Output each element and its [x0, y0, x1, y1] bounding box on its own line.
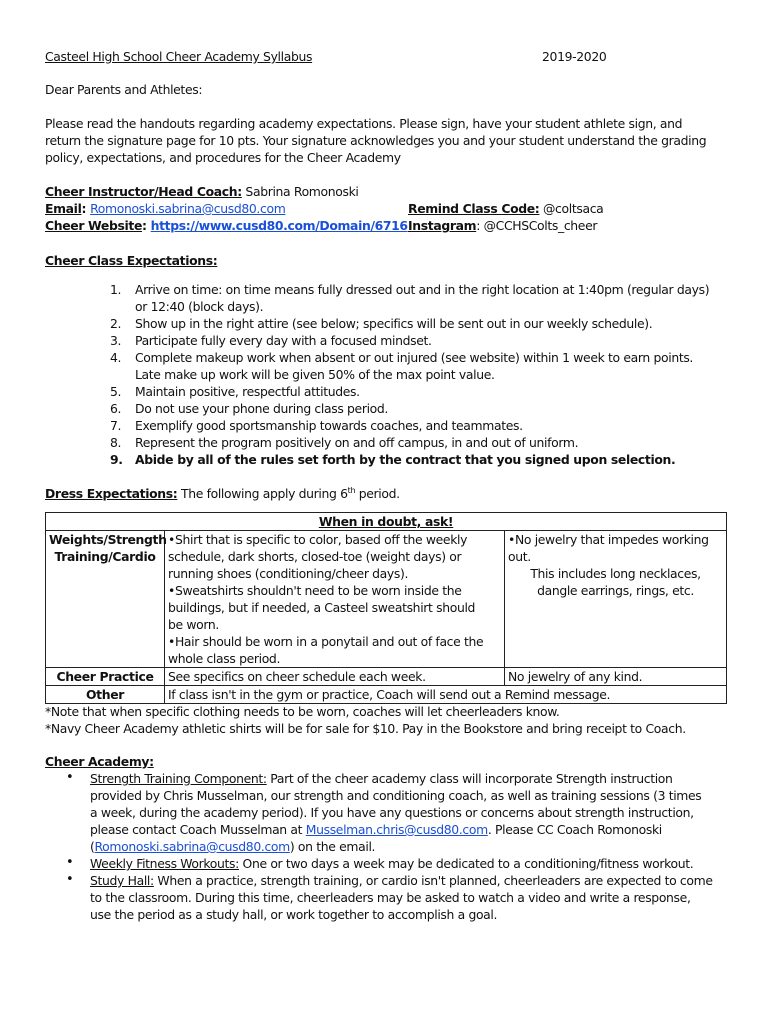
item-text: Abide by all of the rules set forth by the contract that you signed upon selection.	[135, 452, 676, 467]
instagram-handle: : @CCHSColts_cheer	[476, 218, 598, 233]
detail-line: buildings, but if needed, a Casteel sweatshirt should	[168, 600, 476, 615]
table-header-row	[46, 513, 727, 531]
remind-line	[408, 200, 603, 217]
item-text: (	[90, 839, 95, 854]
item-text: Do not use your phone during class period.	[135, 401, 388, 416]
jewelry-line: •No jewelry that impedes working	[508, 532, 709, 547]
remind-code: @coltsaca	[539, 201, 604, 216]
row-label	[46, 531, 165, 668]
list-item	[66, 872, 736, 923]
class-expectations-heading: Cheer Class Expectations:	[45, 253, 218, 268]
instagram-line	[408, 217, 597, 234]
row-details: If class isn't in the gym or practice, Coach will send out a Remind message.	[165, 686, 727, 704]
bullet-icon: •	[66, 770, 74, 785]
superscript: th	[347, 486, 356, 495]
label-line: Weights/Strength	[49, 532, 167, 547]
instructor-line	[45, 183, 359, 200]
table-row	[46, 686, 727, 704]
row-jewelry: No jewelry of any kind.	[505, 668, 727, 686]
list-item	[110, 417, 730, 434]
detail-line: •Shirt that is specific to color, based off the weekly	[168, 532, 468, 547]
jewelry-line: This includes long necklaces,	[530, 566, 701, 581]
item-text: to the classroom. During this time, cheerleaders may be asked to watch a video and write a response,	[90, 890, 691, 905]
item-number: 7.	[110, 418, 122, 433]
detail-line: •Hair should be worn in a ponytail and out of face the	[168, 634, 484, 649]
item-text: When a practice, strength training, or cardio isn't planned, cheerleaders are expected to come	[153, 873, 713, 888]
item-number: 1.	[110, 282, 122, 297]
website-line: Cheer Website: https://www.cusd80.com/Domain/6716	[45, 218, 408, 233]
email-link[interactable]: Romonoski.sabrina@cusd80.com	[90, 201, 286, 216]
item-text: Complete makeup work when absent or out injured (see website) within 1 week to earn points.	[135, 350, 694, 365]
detail-line: •Sweatshirts shouldn't need to be worn inside the	[168, 583, 462, 598]
dress-heading: Dress Expectations:	[45, 486, 178, 502]
academy-list	[66, 770, 736, 923]
list-item	[110, 315, 730, 332]
expectations-list	[110, 281, 730, 468]
instagram-label: Instagram	[408, 218, 477, 233]
item-title: Weekly Fitness Workouts:	[90, 856, 239, 871]
row-details: See specifics on cheer schedule each week.	[165, 668, 505, 686]
school-year: 2019-2020	[542, 49, 607, 64]
table-header: When in doubt, ask!	[46, 513, 727, 531]
item-number: 4.	[110, 350, 122, 365]
list-item	[110, 332, 730, 349]
row-jewelry	[505, 531, 727, 668]
item-text: Represent the program positively on and off campus, in and out of uniform.	[135, 435, 579, 450]
item-title: Strength Training Component:	[90, 771, 267, 786]
greeting: Dear Parents and Athletes:	[45, 82, 203, 97]
instructor-label: Cheer Instructor/Head Coach:	[45, 184, 242, 199]
label-line: Training/Cardio	[54, 549, 156, 564]
item-text: Late make up work will be given 50% of the max point value.	[135, 367, 495, 382]
intro-line: Please read the handouts regarding academy expectations. Please sign, have your student athlete sign, and	[45, 116, 683, 131]
item-text: Show up in the right attire (see below; specifics will be sent out in our weekly schedule).	[135, 316, 653, 331]
item-text: Exemplify good sportsmanship towards coaches, and teammates.	[135, 418, 523, 433]
list-item	[66, 770, 736, 855]
note-line: *Note that when specific clothing needs to be worn, coaches will let cheerleaders know.	[45, 704, 560, 719]
item-number: 2.	[110, 316, 122, 331]
dress-notes	[45, 703, 686, 737]
table-row	[46, 531, 727, 668]
bullet-icon: •	[66, 872, 74, 887]
table-row	[46, 668, 727, 686]
item-number: 8.	[110, 435, 122, 450]
website-label: Cheer Website	[45, 218, 143, 233]
item-number: 6.	[110, 401, 122, 416]
intro-line: return the signature page for 10 pts. Your signature acknowledges you and your student understand the grading	[45, 133, 707, 148]
dress-intro: The following apply during 6	[177, 486, 348, 502]
detail-line: whole class period.	[168, 651, 281, 666]
list-item	[110, 451, 730, 468]
row-label: Other	[46, 686, 165, 704]
item-text: use the period as a study hall, or work together to accomplish a goal.	[90, 907, 498, 922]
remind-label: Remind Class Code:	[408, 201, 540, 216]
item-title: Study Hall:	[90, 873, 154, 888]
detail-line: be worn.	[168, 617, 220, 632]
item-text: ) on the email.	[289, 839, 376, 854]
item-text: or 12:40 (block days).	[135, 299, 264, 314]
item-text: provided by Chris Musselman, our strength and conditioning coach, as well as training sessions (3 times	[90, 788, 702, 803]
email-label: Email	[45, 201, 82, 216]
musselman-email-link[interactable]: Musselman.chris@cusd80.com	[305, 822, 488, 837]
document-title: Casteel High School Cheer Academy Syllabus	[45, 49, 313, 64]
instructor-name: Sabrina Romonoski	[241, 184, 359, 199]
intro-line: policy, expectations, and procedures for the Cheer Academy	[45, 150, 401, 165]
website-link[interactable]: https://www.cusd80.com/Domain/6716	[150, 218, 408, 233]
academy-heading: Cheer Academy:	[45, 754, 154, 769]
list-item	[110, 434, 730, 451]
row-details	[165, 531, 505, 668]
list-item	[110, 383, 730, 400]
item-text: Participate fully every day with a focused mindset.	[135, 333, 432, 348]
jewelry-line: out.	[508, 549, 531, 564]
item-number: 5.	[110, 384, 122, 399]
item-number: 3.	[110, 333, 122, 348]
item-text: a week, during the academy period). If you have any questions or concerns about strength instruction,	[90, 805, 694, 820]
list-item	[110, 281, 730, 315]
item-text: please contact Coach Musselman at	[90, 822, 306, 837]
detail-line: running shoes (conditioning/cheer days).	[168, 566, 409, 581]
item-text: Arrive on time: on time means fully dressed out and in the right location at 1:40pm (regular days)	[135, 282, 710, 297]
list-item	[110, 400, 730, 417]
intro-paragraph	[45, 115, 745, 166]
jewelry-line: dangle earrings, rings, etc.	[537, 583, 694, 598]
item-text: . Please CC Coach Romonoski	[487, 822, 662, 837]
item-text: Part of the cheer academy class will incorporate Strength instruction	[266, 771, 673, 786]
list-item	[66, 855, 736, 872]
dress-intro-line	[45, 482, 400, 502]
note-line: *Navy Cheer Academy athletic shirts will be for sale for $10. Pay in the Bookstore and bring receipt to Coach.	[45, 721, 686, 736]
dress-table	[45, 512, 727, 704]
list-item	[110, 349, 730, 383]
row-label: Cheer Practice	[46, 668, 165, 686]
item-text: Maintain positive, respectful attitudes.	[135, 384, 360, 399]
bullet-icon: •	[66, 855, 74, 870]
dress-intro-end: period.	[355, 486, 400, 502]
romonoski-email-link[interactable]: Romonoski.sabrina@cusd80.com	[94, 839, 290, 854]
item-text: One or two days a week may be dedicated to a conditioning/fitness workout.	[238, 856, 694, 871]
item-number: 9.	[110, 452, 123, 467]
email-line: Email: Romonoski.sabrina@cusd80.com	[45, 201, 286, 216]
detail-line: schedule, dark shorts, closed-toe (weight days) or	[168, 549, 462, 564]
